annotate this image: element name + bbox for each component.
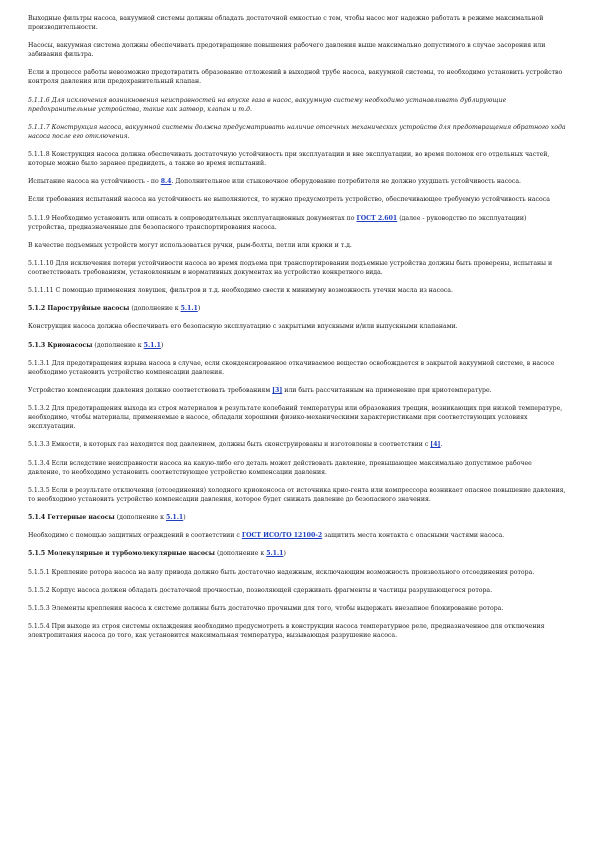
paragraph-text: Насосы, вакуумная система должны обеспечивать предотвращение повышения рабочего давления выше максимально допустимого в случае засорения или забивания фильтра. [28, 42, 546, 59]
paragraph [28, 177, 566, 186]
reference-link[interactable]: [4] [430, 441, 441, 449]
heading-text: 5.1.2 Пароструйные насосы [28, 305, 130, 313]
paragraph-text: 5.1.5.1 Крепление ротора насоса на валу привода должно быть достаточно надежным, исключающим возможность произвольного отсоединения ротора. [28, 568, 535, 576]
paragraph-text: 5.1.3.3 Емкости, в которых газ находится под давлением, должны быть сконструированы и изготовлены в соответствии с [28, 441, 431, 449]
paragraph-text: 5.1.1.11 С помощью применения ловушек, фильтров и т.д. необходимо свести к минимуму возможность утечки масла из насоса. [28, 287, 453, 295]
paragraph-text: ) [283, 550, 286, 558]
paragraph-text: Выходные фильтры насоса, вакуумной системы должны обладать достаточной емкостью с тем, чтобы насос мог надежно работать в режиме максимальной производительности. [28, 15, 544, 31]
reference-link[interactable]: 5.1.1 [165, 513, 184, 521]
paragraph-text: 5.1.5.2 Корпус насоса должен обладать достаточной прочностью, позволяющей сдерживать фрагменты и частицы разрушающегося ротора. [28, 586, 493, 594]
paragraph-text: ) [160, 341, 164, 349]
paragraph [28, 68, 566, 86]
paragraph-text: 5.1.3.5 Если в результате отключения (отсоединения) холодного криоконсоса от источника крио-гента или компрессора возникает опасное повышение давления, то необходимо установить устройство компенсации давления, которое будет снижать давление до безопасного значения. [28, 486, 566, 503]
section-heading [28, 549, 566, 558]
paragraph [28, 440, 566, 449]
paragraph [28, 195, 566, 204]
paragraph [28, 622, 566, 640]
paragraph-text: Устройство компенсации давления должно соответствовать требованиям [28, 387, 273, 394]
paragraph-text: 5.1.5.4 При выходе из строя системы охлаждения необходимо предусмотреть в конструкции насоса температурное реле, предназначенное для отключения электропитания насоса до того, как установится максимальная температура, вызывающая разрушение насоса. [28, 623, 545, 640]
paragraph-text: Испытание насоса на устойчивость - по [28, 178, 161, 186]
heading-text: 5.1.5 Молекулярные и турбомолекулярные насосы [28, 550, 215, 558]
paragraph-text: . Дополнительное или стыковочное оборудование потребителя не должно ухудшать устойчивость насоса. [171, 178, 522, 186]
reference-link[interactable]: ГОСТ 2.601 [356, 214, 398, 222]
paragraph [28, 322, 566, 331]
paragraph [28, 404, 566, 431]
paragraph [28, 214, 566, 232]
heading-text: 5.1.4 Геттерные насосы [28, 513, 115, 521]
reference-link[interactable]: ГОСТ ИСО/ТО 12100-2 [241, 532, 323, 540]
paragraph-text: 5.1.1.9 Необходимо установить или описать в сопроводительных эксплуатационных документах по [28, 214, 357, 222]
paragraph-text: 5.1.1.6 Для исключения возникновения неисправностей на впуске газа в насос, вакуумную систему необходимо устанавливать дублирующие предохранительные устройства, такие как затвор, клапан и т.д. [28, 96, 507, 113]
paragraph-text: 5.1.1.10 Для исключения потери устойчивости насоса во время подъема при транспортировании подъемные устройства должны быть проверены, испытаны и соответствовать требованиям, установленным в нормативных документах на устройство конкретного вида. [28, 259, 553, 276]
paragraph-text: 5.1.3.1 Для предотвращения взрыва насоса в случае, если сконденсированное откачиваемое вещество освобождается в закрытой вакуумной системе, в насосе необходимо установить устройство компенсации давления. [28, 359, 555, 376]
paragraph [28, 486, 566, 504]
paragraph-text: Если требования испытаний насоса на устойчивость не выполняются, то нужно предусмотреть устройство, обеспечивающее требуемую устойчивость насоса [28, 196, 550, 204]
heading-text: 5.1.3 Крионасосы [28, 341, 93, 349]
reference-link[interactable]: [3] [272, 387, 283, 394]
paragraph [28, 96, 566, 114]
paragraph-text: 5.1.5.3 Элементы крепления насоса к системе должны быть достаточно прочными для того, чтобы выдержать внезапное блокирование ротора. [28, 604, 504, 612]
reference-link[interactable]: 8.4 [160, 178, 172, 186]
paragraph [28, 123, 566, 141]
paragraph-text: (дополнение к [114, 513, 166, 521]
reference-link[interactable]: 5.1.1 [180, 305, 198, 313]
paragraph-text: 5.1.1.7 Конструкция насоса, вакуумной системы должна предусматривать наличие отсечных механических устройств для предотвращения обратного хода насоса после его отключения. [28, 123, 566, 140]
section-heading [28, 304, 566, 313]
paragraph [28, 41, 566, 59]
paragraph-text: ) [197, 305, 201, 313]
paragraph [28, 459, 566, 477]
paragraph-text: 5.1.3.2 Для предотвращения выхода из строя материалов в результате колебаний температуры или образования трещин, возникающих при низкой температуре, необходимо, чтобы материалы, применяемые в насосе, обладали хорошими физико-механическими характеристиками при соответствующих условиях эксплуатации. [28, 405, 563, 431]
paragraph-text: 5.1.1.8 Конструкция насоса должна обеспечивать достаточную устойчивость при эксплуатации и вне эксплуатации, во время поломок его отдельных частей, которые можно было заранее предвидеть, а также во время испытаний. [28, 150, 550, 167]
paragraph [28, 386, 566, 395]
paragraph-text: Необходимо с помощью защитных ограждений в соответствии с [28, 532, 242, 540]
paragraph-text: (дополнение к [92, 341, 144, 349]
paragraph-text: (далее - руководство по эксплуатации) устройства, предназначенные для безопасного транспортирования насоса. [28, 214, 527, 231]
paragraph [28, 286, 566, 295]
paragraph-text: или быть рассчитанным на применение при криотемпературе. [282, 387, 492, 394]
paragraph [28, 531, 566, 540]
paragraph [28, 568, 566, 577]
paragraph-text: В качестве подъемных устройств могут использоваться ручки, рым-болты, петли или крюки и т.д. [28, 241, 352, 249]
paragraph-text: (дополнение к [129, 305, 181, 313]
paragraph-text: Конструкция насоса должна обеспечивать его безопасную эксплуатацию с закрытыми впускными и/или выпускными клапанами. [28, 323, 458, 331]
reference-link[interactable]: 5.1.1 [143, 341, 161, 349]
paragraph [28, 241, 566, 250]
paragraph-text: Если в процессе работы невозможно предотвратить образование отложений в выходной трубе насоса, вакуумной системы, то необходимо установить устройство контроля давления или предохранительный клапан. [28, 69, 563, 86]
paragraph-text: . [440, 441, 443, 449]
paragraph-text: 5.1.3.4 Если вследствие неисправности насоса на какую-либо его деталь может действовать давление, превышающее максимально допустимое рабочее давление, то необходимо установить соответствующее устройство компенсации давления. [28, 459, 532, 476]
paragraph [28, 604, 566, 613]
paragraph-text: защитить места контакта с опасными частями насоса. [322, 532, 505, 540]
paragraph-text: (дополнение к [215, 550, 267, 558]
paragraph [28, 359, 566, 377]
reference-link[interactable]: 5.1.1 [266, 550, 284, 558]
paragraph [28, 14, 566, 32]
document-page [28, 14, 566, 649]
paragraph [28, 586, 566, 595]
paragraph [28, 259, 566, 277]
section-heading [28, 513, 566, 522]
paragraph-text: ) [183, 513, 186, 521]
section-heading [28, 341, 566, 350]
paragraph [28, 150, 566, 168]
